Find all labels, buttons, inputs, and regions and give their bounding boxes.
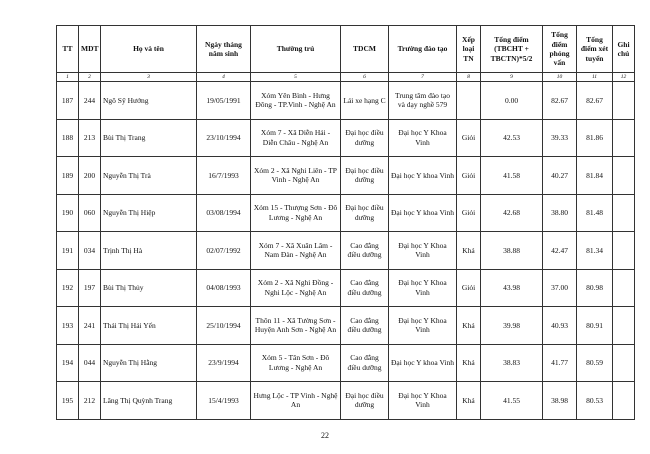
cell-mdt: 212 <box>79 382 101 420</box>
cell-note <box>613 194 635 232</box>
cell-score: 41.55 <box>481 382 543 420</box>
header-ho-ten: Họ và tên <box>101 26 197 73</box>
cell-total: 81.84 <box>577 157 613 195</box>
header-truong: Trường đào tạo <box>389 26 457 73</box>
col-index: 7 <box>389 73 457 82</box>
cell-address: Xóm Yên Bình - Hưng Đông - TP.Vinh - Nghệ An <box>251 82 341 120</box>
cell-rank <box>457 82 481 120</box>
cell-name: Nguyễn Thị Hiệp <box>101 194 197 232</box>
cell-mdt: 213 <box>79 119 101 157</box>
cell-tt: 191 <box>57 232 79 270</box>
cell-mdt: 060 <box>79 194 101 232</box>
cell-note <box>613 232 635 270</box>
cell-school: Đại học Y Khoa Vinh <box>389 232 457 270</box>
cell-address: Xóm 5 - Tân Sơn - Đô Lương - Nghệ An <box>251 344 341 382</box>
cell-dob: 15/4/1993 <box>197 382 251 420</box>
cell-total: 82.67 <box>577 82 613 120</box>
cell-tdcm: Lái xe hạng C <box>341 82 389 120</box>
cell-tdcm: Đại học điều dưỡng <box>341 157 389 195</box>
header-diem-phong-van: Tổng điểm phỏng vấn <box>543 26 577 73</box>
cell-tt: 195 <box>57 382 79 420</box>
cell-dob: 23/10/1994 <box>197 119 251 157</box>
col-index: 2 <box>79 73 101 82</box>
cell-score: 41.58 <box>481 157 543 195</box>
cell-name: Nguyễn Thị Trà <box>101 157 197 195</box>
header-ghi-chu: Ghi chú <box>613 26 635 73</box>
cell-rank: Giỏi <box>457 119 481 157</box>
cell-name: Bùi Thị Thủy <box>101 269 197 307</box>
cell-tt: 192 <box>57 269 79 307</box>
cell-tdcm: Cao đẳng điều dưỡng <box>341 307 389 345</box>
cell-score: 39.98 <box>481 307 543 345</box>
cell-tdcm: Đại học điều dưỡng <box>341 119 389 157</box>
cell-interview: 41.77 <box>543 344 577 382</box>
cell-dob: 04/08/1993 <box>197 269 251 307</box>
cell-dob: 25/10/1994 <box>197 307 251 345</box>
cell-dob: 03/08/1994 <box>197 194 251 232</box>
cell-interview: 42.47 <box>543 232 577 270</box>
cell-total: 80.91 <box>577 307 613 345</box>
cell-rank: Khá <box>457 307 481 345</box>
cell-interview: 38.80 <box>543 194 577 232</box>
cell-score: 38.83 <box>481 344 543 382</box>
column-index-row <box>57 73 635 82</box>
cell-total: 81.34 <box>577 232 613 270</box>
header-row <box>57 26 635 73</box>
cell-note <box>613 157 635 195</box>
cell-school: Đại học Y khoa Vinh <box>389 344 457 382</box>
header-ngay-sinh: Ngày tháng năm sinh <box>197 26 251 73</box>
table-row <box>57 344 635 382</box>
cell-name: Bùi Thị Trang <box>101 119 197 157</box>
header-mdt: MDT <box>79 26 101 73</box>
cell-dob: 02/07/1992 <box>197 232 251 270</box>
cell-address: Xóm 2 - Xã Nghi Liên - TP Vinh - Nghệ An <box>251 157 341 195</box>
cell-tt: 194 <box>57 344 79 382</box>
col-index: 5 <box>251 73 341 82</box>
cell-note <box>613 82 635 120</box>
col-index: 12 <box>613 73 635 82</box>
cell-school: Trung tâm đào tạo và dạy nghề 579 <box>389 82 457 120</box>
table-row <box>57 307 635 345</box>
cell-dob: 16/7/1993 <box>197 157 251 195</box>
cell-total: 80.98 <box>577 269 613 307</box>
cell-school: Đại học Y khoa Vinh <box>389 157 457 195</box>
col-index: 10 <box>543 73 577 82</box>
header-thuong-tru: Thường trú <box>251 26 341 73</box>
header-tong-diem: Tổng điểm (TBCHT + TBCTN)*5/2 <box>481 26 543 73</box>
cell-rank: Giỏi <box>457 269 481 307</box>
cell-note <box>613 119 635 157</box>
cell-note <box>613 307 635 345</box>
cell-mdt: 200 <box>79 157 101 195</box>
cell-name: Ngô Sỹ Hướng <box>101 82 197 120</box>
col-index: 11 <box>577 73 613 82</box>
cell-score: 38.88 <box>481 232 543 270</box>
table-row <box>57 82 635 120</box>
cell-interview: 40.93 <box>543 307 577 345</box>
cell-total: 80.59 <box>577 344 613 382</box>
cell-rank: Giỏi <box>457 157 481 195</box>
cell-tdcm: Đại học điều dưỡng <box>341 194 389 232</box>
cell-score: 42.68 <box>481 194 543 232</box>
cell-address: Thôn 11 - Xã Tường Sơn - Huyện Anh Sơn - Nghệ An <box>251 307 341 345</box>
header-diem-xet-tuyen: Tổng điểm xét tuyển <box>577 26 613 73</box>
header-tt: TT <box>57 26 79 73</box>
cell-mdt: 044 <box>79 344 101 382</box>
cell-address: Xóm 15 - Thượng Sơn - Đô Lương - Nghệ An <box>251 194 341 232</box>
cell-rank: Khá <box>457 232 481 270</box>
cell-rank: Khá <box>457 382 481 420</box>
cell-tdcm: Đại học điều dưỡng <box>341 382 389 420</box>
col-index: 1 <box>57 73 79 82</box>
header-xep-loai: Xếp loại TN <box>457 26 481 73</box>
col-index: 6 <box>341 73 389 82</box>
cell-score: 42.53 <box>481 119 543 157</box>
col-index: 9 <box>481 73 543 82</box>
table-row <box>57 119 635 157</box>
col-index: 4 <box>197 73 251 82</box>
cell-rank: Khá <box>457 344 481 382</box>
cell-tdcm: Cao đẳng điều dưỡng <box>341 344 389 382</box>
cell-dob: 19/05/1991 <box>197 82 251 120</box>
cell-name: Lăng Thị Quỳnh Trang <box>101 382 197 420</box>
cell-total: 81.86 <box>577 119 613 157</box>
cell-name: Thái Thị Hải Yến <box>101 307 197 345</box>
cell-interview: 38.98 <box>543 382 577 420</box>
cell-note <box>613 344 635 382</box>
page-number: 22 <box>321 431 329 440</box>
col-index: 8 <box>457 73 481 82</box>
cell-school: Đại học Y Khoa Vinh <box>389 119 457 157</box>
cell-school: Đại học Y Khoa Vinh <box>389 307 457 345</box>
cell-interview: 82.67 <box>543 82 577 120</box>
cell-tt: 190 <box>57 194 79 232</box>
cell-school: Đại học Y Khoa Vinh <box>389 382 457 420</box>
cell-interview: 37.00 <box>543 269 577 307</box>
cell-tt: 189 <box>57 157 79 195</box>
cell-tt: 193 <box>57 307 79 345</box>
cell-tdcm: Cao đẳng điều dưỡng <box>341 232 389 270</box>
cell-mdt: 241 <box>79 307 101 345</box>
cell-note <box>613 382 635 420</box>
cell-address: Xóm 7 - Xã Xuân Lâm - Nam Đàn - Nghệ An <box>251 232 341 270</box>
cell-tt: 188 <box>57 119 79 157</box>
cell-address: Hưng Lộc - TP Vinh - Nghệ An <box>251 382 341 420</box>
cell-score: 43.98 <box>481 269 543 307</box>
table-row <box>57 382 635 420</box>
cell-school: Đại học Y Khoa Vinh <box>389 269 457 307</box>
cell-address: Xóm 2 - Xã Nghi Đồng - Nghi Lộc - Nghệ An <box>251 269 341 307</box>
col-index: 3 <box>101 73 197 82</box>
cell-dob: 23/9/1994 <box>197 344 251 382</box>
cell-score: 0.00 <box>481 82 543 120</box>
cell-total: 80.53 <box>577 382 613 420</box>
cell-name: Trịnh Thị Hà <box>101 232 197 270</box>
cell-mdt: 244 <box>79 82 101 120</box>
cell-mdt: 197 <box>79 269 101 307</box>
table-row <box>57 269 635 307</box>
cell-interview: 40.27 <box>543 157 577 195</box>
table-row <box>57 194 635 232</box>
cell-interview: 39.33 <box>543 119 577 157</box>
cell-tdcm: Cao đẳng điều dưỡng <box>341 269 389 307</box>
cell-school: Đại học Y khoa Vinh <box>389 194 457 232</box>
table-row <box>57 157 635 195</box>
cell-total: 81.48 <box>577 194 613 232</box>
cell-mdt: 034 <box>79 232 101 270</box>
cell-note <box>613 269 635 307</box>
table-row <box>57 232 635 270</box>
cell-address: Xóm 7 - Xã Diễn Hải - Diễn Châu - Nghệ An <box>251 119 341 157</box>
cell-rank: Giỏi <box>457 194 481 232</box>
cell-name: Nguyễn Thị Hằng <box>101 344 197 382</box>
results-table <box>56 25 635 420</box>
cell-tt: 187 <box>57 82 79 120</box>
header-tdcm: TDCM <box>341 26 389 73</box>
